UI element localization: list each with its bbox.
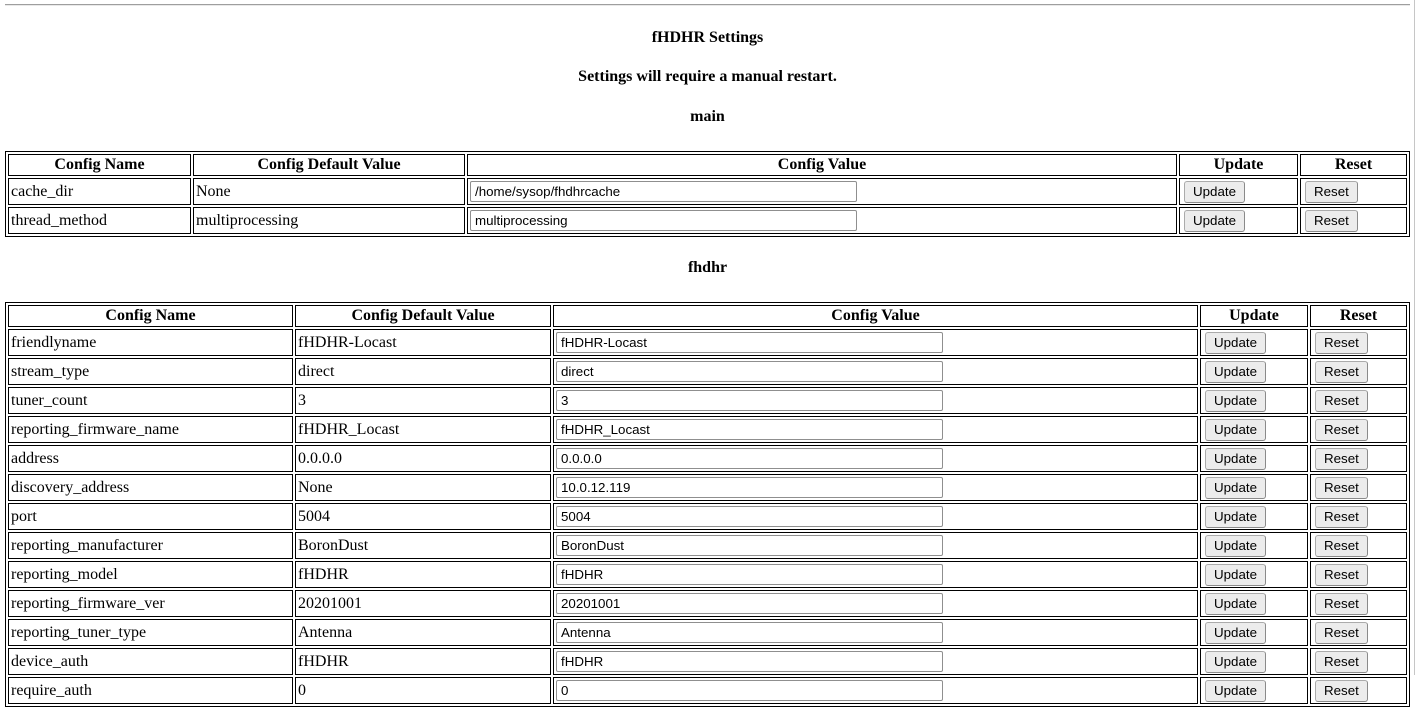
update-button[interactable]: Update [1205, 593, 1266, 615]
config-value-input[interactable] [556, 506, 943, 527]
config-table-main [5, 151, 1410, 237]
update-cell [1200, 561, 1308, 588]
config-value-input[interactable] [556, 535, 943, 556]
config-name-cell: reporting_firmware_name [8, 416, 293, 443]
reset-cell [1310, 561, 1407, 588]
config-row [8, 561, 1407, 588]
config-row [8, 474, 1407, 501]
config-value-cell [553, 474, 1198, 501]
config-default-cell: 20201001 [295, 590, 551, 617]
update-cell [1200, 416, 1308, 443]
update-cell [1179, 207, 1298, 234]
reset-button[interactable]: Reset [1315, 448, 1368, 470]
config-value-input[interactable] [556, 419, 943, 440]
reset-cell [1310, 445, 1407, 472]
reset-cell [1310, 329, 1407, 356]
config-name-cell: address [8, 445, 293, 472]
reset-button[interactable]: Reset [1305, 210, 1358, 232]
column-header-default-value: Config Default Value [193, 154, 465, 176]
update-button[interactable]: Update [1205, 506, 1266, 528]
reset-button[interactable]: Reset [1315, 593, 1368, 615]
config-default-cell: 0 [295, 677, 551, 704]
config-value-input[interactable] [556, 448, 943, 469]
config-name-cell: device_auth [8, 648, 293, 675]
update-cell [1200, 358, 1308, 385]
config-default-cell: 0.0.0.0 [295, 445, 551, 472]
config-default-cell: fHDHR-Locast [295, 329, 551, 356]
config-name-cell: require_auth [8, 677, 293, 704]
update-cell [1200, 648, 1308, 675]
reset-cell [1310, 474, 1407, 501]
config-name-cell: reporting_manufacturer [8, 532, 293, 559]
config-name-cell: cache_dir [8, 178, 191, 205]
config-name-cell: stream_type [8, 358, 293, 385]
config-row [8, 590, 1407, 617]
config-name-cell: discovery_address [8, 474, 293, 501]
config-default-cell: BoronDust [295, 532, 551, 559]
config-value-cell [553, 619, 1198, 646]
config-value-input[interactable] [556, 593, 943, 614]
config-row [8, 445, 1407, 472]
reset-button[interactable]: Reset [1315, 680, 1368, 702]
config-row [8, 178, 1407, 205]
config-value-cell [553, 445, 1198, 472]
update-button[interactable]: Update [1205, 622, 1266, 644]
update-cell [1200, 590, 1308, 617]
config-value-input[interactable] [556, 332, 943, 353]
config-row [8, 532, 1407, 559]
config-row [8, 619, 1407, 646]
update-button[interactable]: Update [1184, 210, 1245, 232]
update-button[interactable]: Update [1205, 477, 1266, 499]
reset-button[interactable]: Reset [1315, 535, 1368, 557]
update-button[interactable]: Update [1205, 448, 1266, 470]
config-value-input[interactable] [556, 390, 943, 411]
config-name-cell: thread_method [8, 207, 191, 234]
reset-cell [1310, 532, 1407, 559]
header-row [8, 154, 1407, 176]
config-row [8, 503, 1407, 530]
config-default-cell: Antenna [295, 619, 551, 646]
update-button[interactable]: Update [1205, 390, 1266, 412]
column-header-config-name: Config Name [8, 154, 191, 176]
reset-button[interactable]: Reset [1315, 651, 1368, 673]
config-default-cell: fHDHR [295, 561, 551, 588]
reset-cell [1310, 677, 1407, 704]
page-subtitle: Settings will require a manual restart. [5, 68, 1410, 86]
config-value-cell [467, 178, 1177, 205]
update-button[interactable]: Update [1205, 680, 1266, 702]
config-default-cell: fHDHR [295, 648, 551, 675]
horizontal-rule [5, 4, 1410, 6]
config-value-cell [553, 648, 1198, 675]
reset-cell [1310, 416, 1407, 443]
update-button[interactable]: Update [1205, 535, 1266, 557]
config-value-cell [553, 416, 1198, 443]
config-value-input[interactable] [556, 361, 943, 382]
column-header-config-value: Config Value [553, 305, 1198, 327]
window-edge [1414, 0, 1415, 675]
update-cell [1200, 445, 1308, 472]
config-row [8, 207, 1407, 234]
config-value-input[interactable] [556, 564, 943, 585]
column-header-config-value: Config Value [467, 154, 1177, 176]
reset-cell [1300, 178, 1407, 205]
update-cell [1200, 503, 1308, 530]
column-header-config-name: Config Name [8, 305, 293, 327]
update-cell [1200, 532, 1308, 559]
column-header-reset: Reset [1300, 154, 1407, 176]
update-cell [1200, 474, 1308, 501]
reset-button[interactable]: Reset [1315, 332, 1368, 354]
reset-button[interactable]: Reset [1315, 506, 1368, 528]
config-value-cell [553, 329, 1198, 356]
reset-button[interactable]: Reset [1315, 361, 1368, 383]
reset-cell [1310, 619, 1407, 646]
section-heading-main: main [5, 108, 1410, 126]
update-button[interactable]: Update [1205, 361, 1266, 383]
config-default-cell: multiprocessing [193, 207, 465, 234]
config-value-cell [553, 677, 1198, 704]
config-name-cell: port [8, 503, 293, 530]
config-value-input[interactable] [556, 680, 943, 701]
config-default-cell: 3 [295, 387, 551, 414]
reset-cell [1310, 387, 1407, 414]
reset-cell [1310, 503, 1407, 530]
reset-button[interactable]: Reset [1315, 564, 1368, 586]
update-button[interactable]: Update [1205, 419, 1266, 441]
column-header-update: Update [1179, 154, 1298, 176]
config-default-cell: fHDHR_Locast [295, 416, 551, 443]
config-row [8, 387, 1407, 414]
config-name-cell: reporting_firmware_ver [8, 590, 293, 617]
reset-cell [1300, 207, 1407, 234]
update-cell [1200, 387, 1308, 414]
config-value-cell [553, 387, 1198, 414]
update-cell [1179, 178, 1298, 205]
config-row [8, 358, 1407, 385]
config-value-cell [553, 590, 1198, 617]
column-header-update: Update [1200, 305, 1308, 327]
reset-button[interactable]: Reset [1315, 390, 1368, 412]
config-table-fhdhr [5, 302, 1410, 707]
update-button[interactable]: Update [1205, 564, 1266, 586]
update-button[interactable]: Update [1184, 181, 1245, 203]
reset-button[interactable]: Reset [1305, 181, 1358, 203]
config-row [8, 329, 1407, 356]
column-header-default-value: Config Default Value [295, 305, 551, 327]
reset-button[interactable]: Reset [1315, 419, 1368, 441]
config-row [8, 648, 1407, 675]
column-header-reset: Reset [1310, 305, 1407, 327]
config-name-cell: reporting_model [8, 561, 293, 588]
config-value-input[interactable] [470, 210, 857, 231]
config-default-cell: 5004 [295, 503, 551, 530]
config-value-input[interactable] [556, 651, 943, 672]
config-row [8, 416, 1407, 443]
config-default-cell: None [193, 178, 465, 205]
config-default-cell: None [295, 474, 551, 501]
update-cell [1200, 329, 1308, 356]
page-title: fHDHR Settings [5, 29, 1410, 47]
update-button[interactable]: Update [1205, 651, 1266, 673]
config-value-cell [553, 561, 1198, 588]
reset-cell [1310, 590, 1407, 617]
config-name-cell: friendlyname [8, 329, 293, 356]
update-button[interactable]: Update [1205, 332, 1266, 354]
header-row [8, 305, 1407, 327]
config-row [8, 677, 1407, 704]
section-heading-fhdhr: fhdhr [5, 259, 1410, 277]
reset-cell [1310, 648, 1407, 675]
config-value-cell [553, 358, 1198, 385]
config-value-input[interactable] [470, 181, 857, 202]
reset-button[interactable]: Reset [1315, 622, 1368, 644]
config-default-cell: direct [295, 358, 551, 385]
config-name-cell: reporting_tuner_type [8, 619, 293, 646]
config-value-cell [553, 532, 1198, 559]
config-value-input[interactable] [556, 477, 943, 498]
update-cell [1200, 677, 1308, 704]
reset-button[interactable]: Reset [1315, 477, 1368, 499]
update-cell [1200, 619, 1308, 646]
reset-cell [1310, 358, 1407, 385]
config-name-cell: tuner_count [8, 387, 293, 414]
config-value-cell [467, 207, 1177, 234]
config-value-cell [553, 503, 1198, 530]
config-value-input[interactable] [556, 622, 943, 643]
